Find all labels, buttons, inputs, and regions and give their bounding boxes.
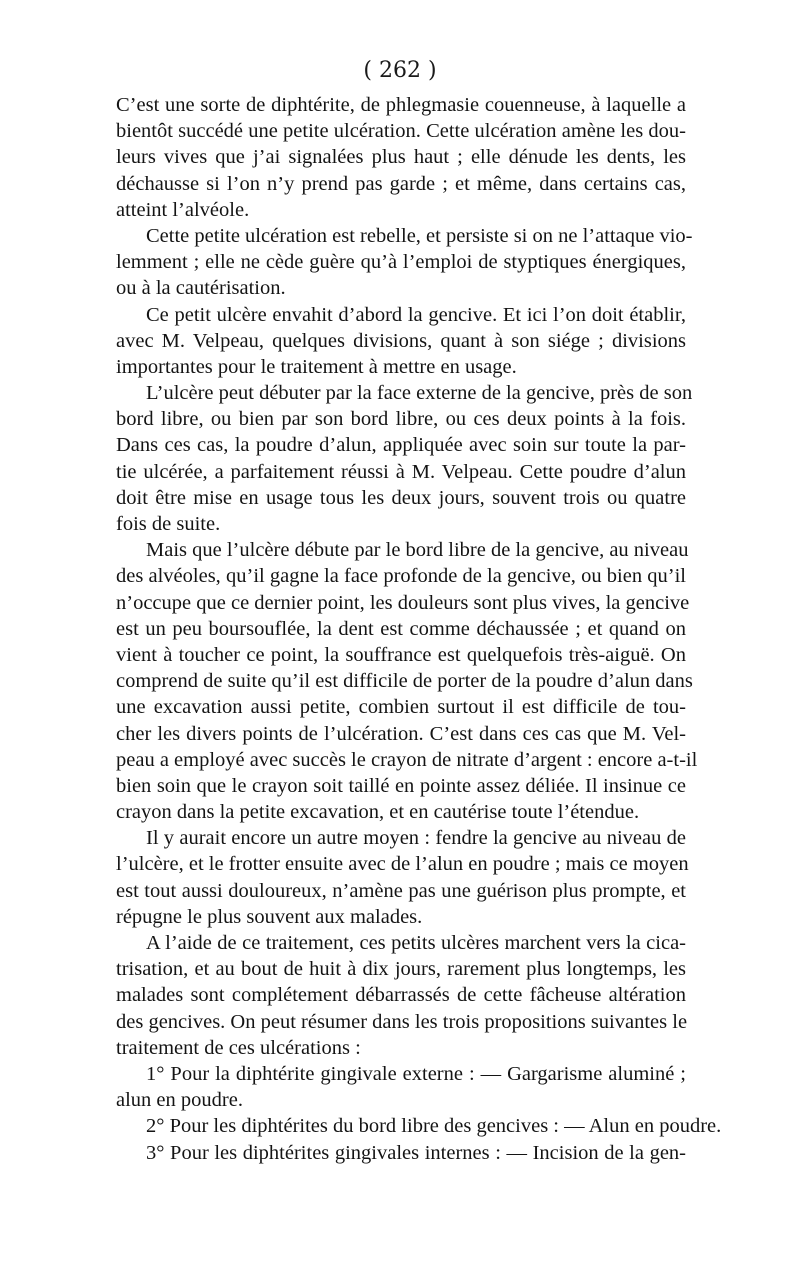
text-line: répugne le plus souvent aux malades. (116, 905, 423, 928)
text-line: des alvéoles, qu’il gagne la face profonde de la gencive, ou bien qu’il (116, 565, 686, 588)
text-line: Ce petit ulcère envahit d’abord la gencive. Et ici l’on doit établir, (146, 303, 686, 326)
text-line: crayon dans la petite excavation, et en cautérise toute l’étendue. (116, 801, 640, 824)
paragraph (116, 825, 689, 930)
body-text (116, 92, 722, 1166)
text-line: bientôt succédé une petite ulcération. Cette ulcération amène les dou- (116, 120, 686, 143)
paragraph (116, 930, 686, 1061)
text-line: doit être mise en usage tous les deux jours, souvent trois ou quatre (116, 486, 686, 509)
text-line: trisation, et au bout de huit à dix jours, rarement plus longtemps, les (116, 958, 686, 981)
text-line: importantes pour le traitement à mettre en usage. (116, 355, 517, 378)
text-line: tie ulcérée, a parfaitement réussi à M. Velpeau. Cette poudre d’alun (116, 460, 686, 483)
text-line: bien soin que le crayon soit taillé en pointe assez déliée. Il insinue ce (116, 774, 686, 797)
text-line: vient à toucher ce point, la souffrance est quelquefois très-aiguë. On (116, 643, 686, 666)
paragraph (116, 1140, 686, 1166)
paragraph (116, 223, 693, 302)
text-line: n’occupe que ce dernier point, les douleurs sont plus vives, la gencive (116, 591, 690, 614)
text-line: cher les divers points de l’ulcération. C’est dans ces cas que M. Vel- (116, 722, 686, 745)
paragraph (116, 1113, 722, 1139)
text-line: 3° Pour les diphtérites gingivales internes : — Incision de la gen- (146, 1141, 686, 1164)
text-line: Mais que l’ulcère débute par le bord libre de la gencive, au niveau (146, 539, 689, 562)
text-line: malades sont complétement débarrassés de cette fâcheuse altération (116, 984, 686, 1007)
text-line: traitement de ces ulcérations : (116, 1036, 361, 1059)
text-line: L’ulcère peut débuter par la face externe de la gencive, près de son (146, 382, 693, 405)
text-line: est un peu boursouflée, la dent est comme déchaussée ; et quand on (116, 617, 686, 640)
text-line: atteint l’alvéole. (116, 198, 250, 221)
paragraph (116, 537, 698, 825)
paragraph (116, 380, 693, 537)
text-line: A l’aide de ce traitement, ces petits ulcères marchent vers la cica- (146, 932, 686, 954)
page-number: ( 262 ) (363, 58, 437, 83)
text-line: 2° Pour les diphtérites du bord libre des gencives : — Alun en poudre. (146, 1115, 722, 1138)
text-line: fois de suite. (116, 513, 221, 535)
paragraph (116, 1061, 686, 1113)
text-line: alun en poudre. (116, 1089, 243, 1112)
text-line: une excavation aussi petite, combien surtout il est difficile de tou- (116, 696, 686, 719)
text-line: lemment ; elle ne cède guère qu’à l’emploi de styptiques énergiques, (116, 251, 686, 274)
text-line: déchausse si l’on n’y prend pas garde ; et même, dans certains cas, (116, 172, 686, 195)
text-line: peau a employé avec succès le crayon de nitrate d’argent : encore a-t-il (116, 748, 698, 771)
text-line: Cette petite ulcération est rebelle, et persiste si on ne l’attaque vio- (146, 224, 693, 247)
text-line: Il y aurait encore un autre moyen : fendre la gencive au niveau de (146, 827, 686, 850)
text-line: avec M. Velpeau, quelques divisions, quant à son siége ; divisions (116, 329, 686, 352)
text-line: comprend de suite qu’il est difficile de porter de la poudre d’alun dans (116, 670, 693, 693)
text-line: bord libre, ou bien par son bord libre, ou ces deux points à la fois. (116, 408, 686, 431)
text-line: leurs vives que j’ai signalées plus haut ; elle dénude les dents, les (116, 146, 686, 169)
text-line: 1° Pour la diphtérite gingivale externe : — Gargarisme aluminé ; (146, 1062, 686, 1085)
text-line: Dans ces cas, la poudre d’alun, appliquée avec soin sur toute la par- (116, 434, 686, 457)
paragraph (116, 92, 686, 223)
text-line: est tout aussi douloureux, n’amène pas une guérison plus prompte, et (116, 879, 686, 902)
text-line: ou à la cautérisation. (116, 277, 286, 300)
text-line: C’est une sorte de diphtérite, de phlegmasie couenneuse, à laquelle a (116, 94, 686, 116)
paragraph (116, 302, 686, 381)
text-line: des gencives. On peut résumer dans les trois propositions suivantes le (116, 1010, 688, 1033)
text-line: l’ulcère, et le frotter ensuite avec de l’alun en poudre ; mais ce moyen (116, 853, 689, 876)
